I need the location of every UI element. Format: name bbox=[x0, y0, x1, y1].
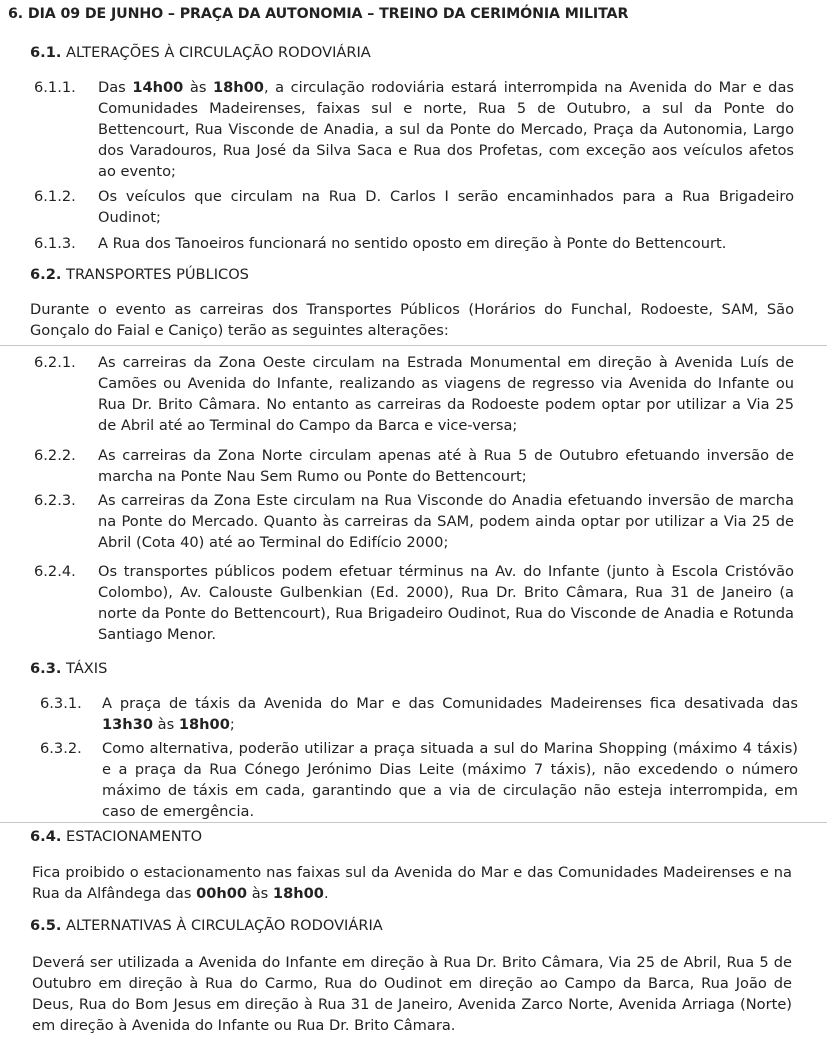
transport-intro-paragraph: Durante o evento as carreiras dos Transportes Públicos (Horários do Funchal, Rodoeste, SAM, São Gonçalo do Faial e Caniço) terão as seguintes alterações: bbox=[30, 301, 794, 339]
scan-divider bbox=[0, 822, 827, 823]
subsection-number: 6.3. bbox=[30, 660, 62, 677]
item-number: 6.1.3. bbox=[34, 235, 76, 252]
item-number: 6.1.2. bbox=[34, 188, 76, 205]
item-number: 6.2.1. bbox=[34, 354, 76, 371]
subsection-title: TRANSPORTES PÚBLICOS bbox=[66, 266, 249, 283]
subsection-heading-6-2 bbox=[30, 266, 249, 283]
subsection-heading-6-1 bbox=[30, 44, 371, 61]
subsection-title: ALTERAÇÕES À CIRCULAÇÃO RODOVIÁRIA bbox=[66, 44, 371, 61]
list-item-6-2-1 bbox=[34, 352, 794, 436]
item-text: As carreiras da Zona Oeste circulam na Estrada Monumental em direção à Avenida Luís de Camões ou Avenida do Infante, realizando as viagens de regresso via Avenida do Infante ou Rua Dr. Brito Câmara. No entanto as carreiras da Rodoeste podem optar por utilizar a Via 25 de Abril até ao Terminal do Campo da Barca e vice-versa; bbox=[98, 354, 794, 434]
item-number: 6.2.3. bbox=[34, 492, 76, 509]
subsection-heading-6-4 bbox=[30, 828, 202, 845]
item-text: As carreiras da Zona Este circulam na Rua Visconde do Anadia efetuando inversão de marcha na Ponte do Mercado. Quanto às carreiras da SAM, podem ainda optar por utilizar a Via 25 de Abril (Cota 40) até ao Terminal do Edifício 2000; bbox=[98, 492, 794, 551]
subsection-title: ESTACIONAMENTO bbox=[66, 828, 203, 845]
item-number: 6.3.2. bbox=[40, 740, 82, 757]
item-text: Das 14h00 às 18h00, a circulação rodoviária estará interrompida na Avenida do Mar e das Comunidades Madeirenses, faixas sul e norte, Rua 5 de Outubro, a sul da Ponte do Bettencourt, Rua Visconde de Anadia, a sul da Ponte do Mercado, Praça da Autonomia, Largo dos Varadouros, Rua José da Silva Saca e Rua dos Profetas, com exceção aos veículos afetos ao evento; bbox=[98, 79, 794, 180]
alternatives-paragraph: Deverá ser utilizada a Avenida do Infante em direção à Rua Dr. Brito Câmara, Via 25 de Abril, Rua 5 de Outubro em direção à Rua do Carmo, Rua do Oudinot em direção ao Campo da Barca, Rua João de Deus, Rua do Bom Jesus em direção à Rua 31 de Janeiro, Avenida Zarco Norte, Avenida Arriaga (Norte) em direção à Avenida do Infante ou Rua Dr. Brito Câmara. bbox=[32, 954, 792, 1034]
list-item-6-2-4 bbox=[34, 561, 794, 645]
item-text: As carreiras da Zona Norte circulam apenas até à Rua 5 de Outubro efetuando inversão de marcha na Ponte Nau Sem Rumo ou Ponte do Bettencourt; bbox=[98, 447, 794, 485]
subsection-number: 6.5. bbox=[30, 917, 62, 934]
subsection-number: 6.2. bbox=[30, 266, 62, 283]
parking-paragraph: Fica proibido o estacionamento nas faixas sul da Avenida do Mar e das Comunidades Madeirenses e na Rua da Alfândega das 00h00 às 18h00. bbox=[32, 864, 792, 902]
section-number: 6. bbox=[8, 6, 24, 22]
subsection-heading-6-3 bbox=[30, 660, 107, 677]
subsection-title: ALTERNATIVAS À CIRCULAÇÃO RODOVIÁRIA bbox=[66, 917, 383, 934]
list-item-6-1-3 bbox=[34, 233, 794, 254]
list-item-6-2-2 bbox=[34, 445, 794, 487]
item-number: 6.3.1. bbox=[40, 695, 82, 712]
item-text: Os transportes públicos podem efetuar términus na Av. do Infante (junto à Escola Cristóvão Colombo), Av. Calouste Gulbenkian (Ed. 2000), Rua Dr. Brito Câmara, Rua 31 de Janeiro (a norte da Ponte do Bettencourt), Rua Brigadeiro Oudinot, Rua do Visconde de Anadia e Rotunda Santiago Menor. bbox=[98, 563, 794, 643]
subsection-title: TÁXIS bbox=[66, 660, 108, 677]
list-item-6-3-2 bbox=[40, 738, 798, 822]
item-number: 6.1.1. bbox=[34, 79, 76, 96]
subsection-number: 6.4. bbox=[30, 828, 62, 845]
item-number: 6.2.2. bbox=[34, 447, 76, 464]
section-heading bbox=[8, 6, 628, 22]
item-text: A Rua dos Tanoeiros funcionará no sentido oposto em direção à Ponte do Bettencourt. bbox=[98, 235, 727, 252]
subsection-number: 6.1. bbox=[30, 44, 62, 61]
item-number: 6.2.4. bbox=[34, 563, 76, 580]
list-item-6-1-1 bbox=[34, 77, 794, 182]
scan-divider bbox=[0, 345, 827, 346]
list-item-6-1-2 bbox=[34, 186, 794, 228]
list-item-6-2-3 bbox=[34, 490, 794, 553]
item-text: Os veículos que circulam na Rua D. Carlos I serão encaminhados para a Rua Brigadeiro Oudinot; bbox=[98, 188, 794, 226]
item-text: Como alternativa, poderão utilizar a praça situada a sul do Marina Shopping (máximo 4 táxis) e a praça da Rua Cónego Jerónimo Dias Leite (máximo 7 táxis), não excedendo o número máximo de táxis em cada, garantindo que a via de circulação não esteja interrompida, em caso de emergência. bbox=[102, 740, 798, 820]
section-title: DIA 09 DE JUNHO – PRAÇA DA AUTONOMIA – TREINO DA CERIMÓNIA MILITAR bbox=[27, 6, 629, 22]
list-item-6-3-1 bbox=[40, 693, 798, 735]
item-text: A praça de táxis da Avenida do Mar e das Comunidades Madeirenses fica desativada das 13h30 às 18h00; bbox=[102, 695, 798, 733]
subsection-heading-6-5 bbox=[30, 917, 383, 934]
